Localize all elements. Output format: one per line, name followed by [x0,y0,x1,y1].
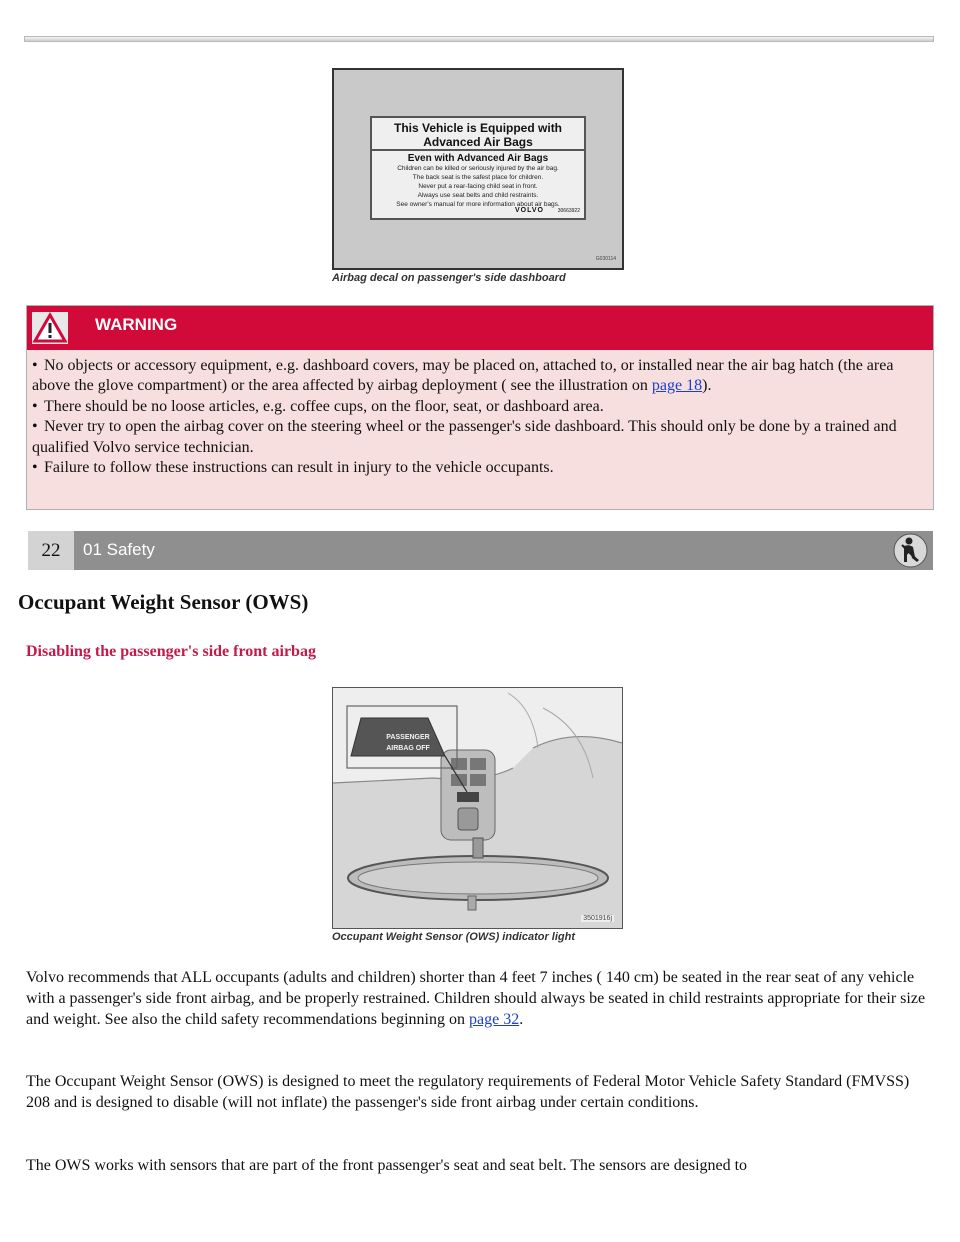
page-18-link[interactable]: page 18 [651,377,703,395]
warning-item [32,356,933,397]
subheading: Disabling the passenger's side front airbag [26,643,316,660]
decal-code: 30663922 [557,208,580,214]
decal-title: This Vehicle is Equipped with Advanced Air Bags [372,118,584,151]
section-title: 01 Safety [83,540,155,559]
figure-caption: Airbag decal on passenger's side dashboard [332,272,566,284]
figure-code: G030114 [595,256,616,262]
ows-illustration [333,688,622,928]
decal-line: Children can be killed or seriously injured by the air bag. [397,165,559,172]
warning-item-text: ). [702,377,712,395]
page-number: 22 [28,531,74,570]
figure-caption: Occupant Weight Sensor (OWS) indicator light [332,931,576,943]
decal-line: Never put a rear-facing child seat in front. [418,183,538,190]
decal-brand: VOLVO [515,207,544,214]
body-paragraph [26,967,934,1030]
figure-code: 3501916j [583,915,612,922]
top-border-bar [24,36,934,42]
airbag-decal [370,116,586,220]
page-heading: Occupant Weight Sensor (OWS) [18,590,309,614]
warning-title: WARNING [95,315,178,334]
warning-item: • There should be no loose articles, e.g. coffee cups, on the floor, seat, or dashboard area. [32,397,933,417]
indicator-line: PASSENGER [386,734,430,741]
paragraph-text: Volvo recommends that ALL occupants (adults and children) shorter than 4 feet 7 inches ( 140 cm) be seated in the rear seat of any vehicle with a passenger's side front airbag, and be properly restrained. Children should always be seated in child restraints appropriate for their size and weight. See also the child safety recommendations beginning on [26,969,926,1028]
paragraph-text: . [519,1011,524,1028]
warning-header [27,306,933,350]
warning-triangle-icon [32,312,68,344]
decal-subtitle: Even with Advanced Air Bags [407,153,549,164]
warning-item: • Failure to follow these instructions can result in injury to the vehicle occupants. [32,458,933,478]
decal-line: See owner's manual for more information about air bags. [396,201,560,208]
seatbelt-icon [893,533,928,568]
decal-line: The back seat is the safest place for children. [412,174,544,181]
warning-box [26,305,934,510]
section-header-bar [28,531,933,570]
indicator-label [373,732,443,754]
ows-indicator-figure [332,687,623,929]
body-paragraph: The Occupant Weight Sensor (OWS) is designed to meet the regulatory requirements of Federal Motor Vehicle Safety Standard (FMVSS) 208 and is designed to disable (will not inflate) the passenger's side front airbag under certain conditions. [26,1073,910,1111]
warning-list [27,350,933,478]
indicator-line: AIRBAG OFF [386,745,430,752]
body-paragraph: The OWS works with sensors that are part of the front passenger's seat and seat belt. The sensors are designed to [26,1157,748,1174]
airbag-decal-figure [332,68,624,270]
warning-item: • Never try to open the airbag cover on the steering wheel or the passenger's side dashboard. This should only be done by a trained and qualified Volvo service technician. [32,417,933,458]
page-32-link[interactable]: page 32 [469,1011,520,1028]
warning-item-text: No objects or accessory equipment, e.g. dashboard covers, may be placed on, attached to, or installed near the air bag hatch (the area above the glove compartment) or the area affected by airbag deployment ( see the illustration on [32,357,894,395]
decal-line: Always use seat belts and child restraints. [417,192,539,199]
